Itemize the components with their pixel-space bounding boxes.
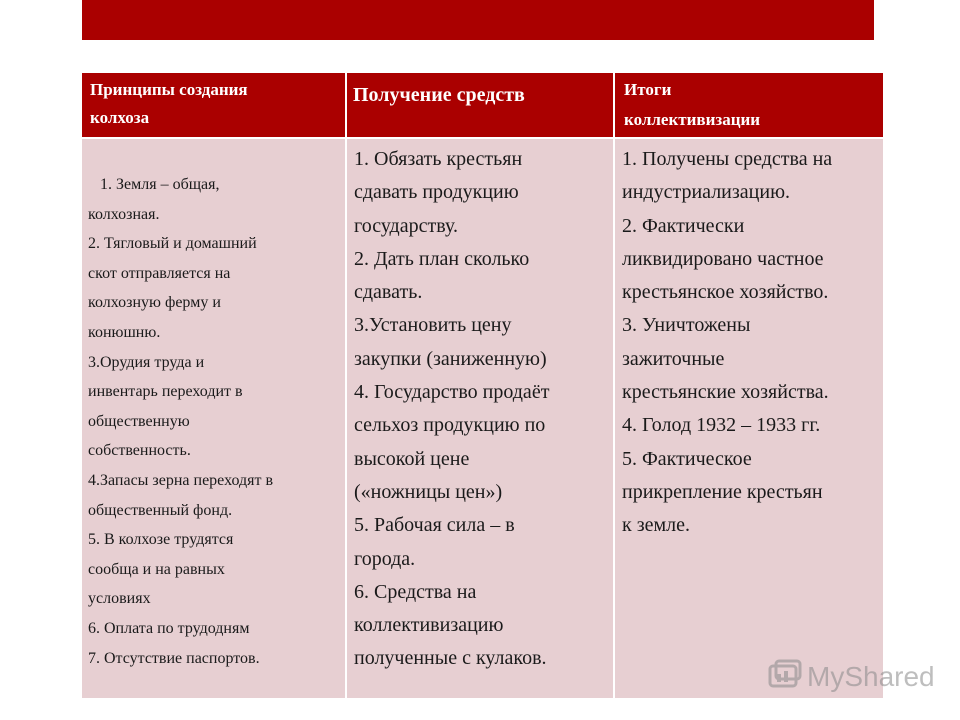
text-line: коллективизацию	[354, 614, 504, 637]
text-line: («ножницы цен»)	[354, 480, 503, 503]
text-line: 2. Тягловый и домашний	[88, 235, 257, 253]
cell-results	[615, 139, 883, 700]
collectivization-table	[82, 73, 883, 700]
header-principles	[82, 73, 347, 139]
text-line: конюшню.	[88, 323, 161, 341]
text-line: сдавать.	[354, 281, 423, 304]
text-line: общественную	[88, 412, 190, 430]
text-line: ликвидировано частное	[622, 247, 824, 270]
header-line: Принципы создания	[90, 80, 248, 99]
top-banner	[82, 0, 874, 40]
text-line: собственность.	[88, 442, 191, 460]
text-line: 4. Государство продаёт	[354, 381, 550, 404]
header-line: Получение средств	[353, 84, 525, 106]
text-line: прикрепление крестьян	[622, 480, 823, 503]
text-line: 5. Фактическое	[622, 447, 752, 470]
text-line: 4.Запасы зерна переходят в	[88, 471, 274, 489]
text-line: полученные с кулаков.	[354, 647, 547, 670]
text-line: 1. Получены средства на	[622, 148, 833, 170]
text-line: сельхоз продукцию по	[354, 414, 546, 437]
text-line: 5. В колхозе трудятся	[88, 531, 234, 549]
text-line: зажиточные	[622, 347, 725, 370]
text-line: высокой цене	[354, 447, 470, 470]
header-line: Итоги	[624, 80, 672, 99]
watermark-label: MyShared	[807, 661, 935, 692]
text-line: общественный фонд.	[88, 501, 233, 519]
cell-principles	[82, 139, 347, 700]
text-line: сдавать продукцию	[354, 181, 519, 204]
text-line: 1. Земля – общая,	[100, 176, 220, 193]
text-line: сообща и на равных	[88, 560, 225, 578]
text-line: государству.	[354, 214, 458, 237]
text-line: колхозную ферму и	[88, 294, 221, 312]
text-line: 6. Средства на	[354, 580, 477, 603]
text-line: закупки (заниженную)	[354, 347, 547, 370]
text-line: скот отправляется на	[88, 264, 231, 282]
text-line: условиях	[88, 590, 151, 608]
text-line: крестьянское хозяйство.	[622, 281, 829, 304]
text-line: колхозная.	[88, 205, 160, 223]
text-line: 5. Рабочая сила – в	[354, 514, 515, 537]
text-line: 6. Оплата по трудодням	[88, 619, 250, 637]
myshared-watermark	[767, 652, 937, 700]
myshared-logo-icon	[767, 658, 803, 694]
text-line: к земле.	[622, 514, 691, 537]
header-line: коллективизации	[624, 110, 761, 129]
text-line: города.	[354, 547, 416, 570]
cell-funding	[347, 139, 615, 700]
text-line: индустриализацию.	[622, 181, 791, 204]
text-line: 2. Дать план сколько	[354, 247, 530, 270]
header-funding	[347, 73, 615, 139]
text-line: 3.Установить цену	[354, 314, 512, 337]
text-line: 1. Обязать крестьян	[354, 148, 523, 170]
text-line: 2. Фактически	[622, 214, 745, 237]
text-line: инвентарь переходит в	[88, 383, 243, 401]
text-line: 4. Голод 1932 – 1933 гг.	[622, 414, 821, 437]
text-line: 3.Орудия труда и	[88, 353, 205, 371]
text-line: 3. Уничтожены	[622, 314, 751, 337]
header-line: колхоза	[90, 108, 150, 127]
watermark-text	[807, 656, 935, 696]
header-results	[615, 73, 883, 139]
text-line: 7. Отсутствие паспортов.	[88, 649, 260, 667]
text-line: крестьянские хозяйства.	[622, 381, 829, 404]
